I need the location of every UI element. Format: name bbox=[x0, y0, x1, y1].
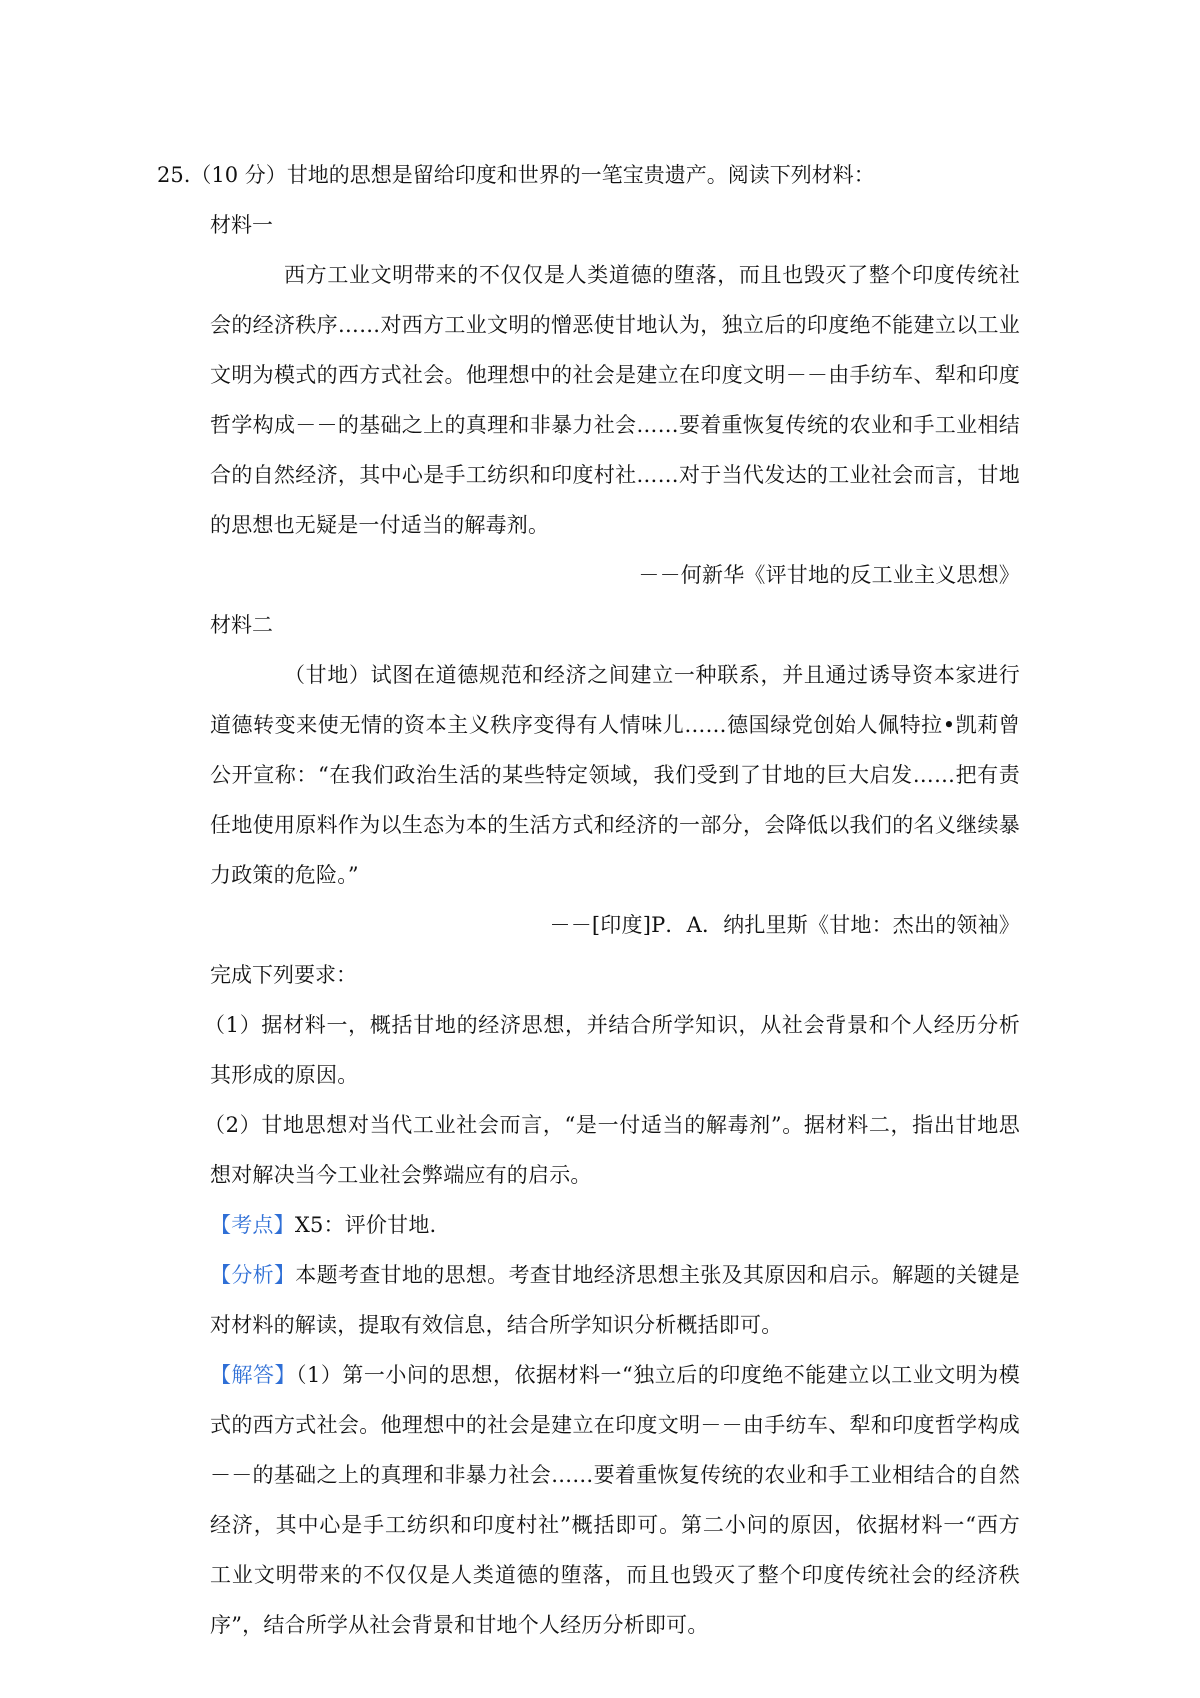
jieda-line: 式的西方式社会。他理想中的社会是建立在印度文明－－由手纺车、犁和印度哲学构成 bbox=[210, 1413, 1020, 1437]
requirement-q1-line: （1）据材料一，概括甘地的经济思想，并结合所学知识，从社会背景和个人经历分析 bbox=[204, 1013, 1020, 1037]
question-content bbox=[157, 150, 1020, 1650]
question-score: （10 分） bbox=[190, 163, 287, 187]
requirement-q1-line: 其形成的原因。 bbox=[210, 1063, 359, 1087]
material1-line: 西方工业文明带来的不仅仅是人类道德的堕落，而且也毁灭了整个印度传统社 bbox=[284, 263, 1020, 287]
jieda-line: 工业文明带来的不仅仅是人类道德的堕落，而且也毁灭了整个印度传统社会的经济秩 bbox=[210, 1563, 1020, 1587]
kaodian-tag: 【考点】 bbox=[210, 1213, 295, 1237]
jieda-row bbox=[210, 1350, 1020, 1400]
question-intro: 甘地的思想是留给印度和世界的一笔宝贵遗产。阅读下列材料： bbox=[286, 163, 875, 187]
kaodian-row bbox=[210, 1200, 1020, 1250]
fenxi-line: 对材料的解读，提取有效信息，结合所学知识分析概括即可。 bbox=[210, 1313, 783, 1337]
fenxi-tag: 【分析】 bbox=[210, 1263, 296, 1287]
kaodian-text: X5：评价甘地. bbox=[294, 1213, 437, 1237]
material1-line: 文明为模式的西方式社会。他理想中的社会是建立在印度文明－－由手纺车、犁和印度 bbox=[210, 363, 1020, 387]
material2-line: 力政策的危险。” bbox=[210, 863, 359, 887]
requirement-q2-line: （2）甘地思想对当代工业社会而言，“是一付适当的解毒剂”。据材料二，指出甘地思 bbox=[204, 1113, 1020, 1137]
material1-label: 材料一 bbox=[210, 213, 273, 237]
material1-line: 的思想也无疑是一付适当的解毒剂。 bbox=[210, 513, 550, 537]
material2-label: 材料二 bbox=[210, 613, 273, 637]
jieda-line: －－的基础之上的真理和非暴力社会……要着重恢复传统的农业和手工业相结合的自然 bbox=[210, 1463, 1020, 1487]
jieda-line: 经济，其中心是手工纺织和印度村社”概括即可。第二小问的原因，依据材料一“西方 bbox=[210, 1513, 1020, 1537]
material1-source: －－何新华《评甘地的反工业主义思想》 bbox=[638, 563, 1020, 587]
question-number: 25. bbox=[157, 163, 191, 187]
jieda-line: 序”，结合所学从社会背景和甘地个人经历分析即可。 bbox=[210, 1613, 709, 1637]
material1-line: 会的经济秩序……对西方工业文明的憎恶使甘地认为，独立后的印度绝不能建立以工业 bbox=[210, 313, 1020, 337]
material2-line: （甘地）试图在道德规范和经济之间建立一种联系，并且通过诱导资本家进行 bbox=[284, 663, 1020, 687]
material1-line: 合的自然经济，其中心是手工纺织和印度村社……对于当代发达的工业社会而言，甘地 bbox=[210, 463, 1020, 487]
material2-line: 任地使用原料作为以生态为本的生活方式和经济的一部分，会降低以我们的名义继续暴 bbox=[210, 813, 1020, 837]
requirements-label: 完成下列要求： bbox=[210, 963, 357, 987]
jieda-tag: 【解答】 bbox=[210, 1363, 297, 1387]
fenxi-line: 本题考查甘地的思想。考查甘地经济思想主张及其原因和启示。解题的关键是 bbox=[295, 1263, 1020, 1287]
question-header bbox=[157, 150, 1020, 200]
material2-line: 公开宣称：“在我们政治生活的某些特定领域，我们受到了甘地的巨大启发……把有责 bbox=[210, 763, 1020, 787]
material2-line: 道德转变来使无情的资本主义秩序变得有人情味儿……德国绿党创始人佩特拉•凯莉曾 bbox=[210, 713, 1020, 737]
jieda-line: （1）第一小问的思想，依据材料一“独立后的印度绝不能建立以工业文明为模 bbox=[296, 1363, 1020, 1387]
requirement-q2-line: 想对解决当今工业社会弊端应有的启示。 bbox=[210, 1163, 592, 1187]
material2-source: －－[印度]P．A．纳扎里斯《甘地：杰出的领袖》 bbox=[549, 913, 1020, 937]
fenxi-row bbox=[210, 1250, 1020, 1300]
material1-line: 哲学构成－－的基础之上的真理和非暴力社会……要着重恢复传统的农业和手工业相结 bbox=[210, 413, 1020, 437]
